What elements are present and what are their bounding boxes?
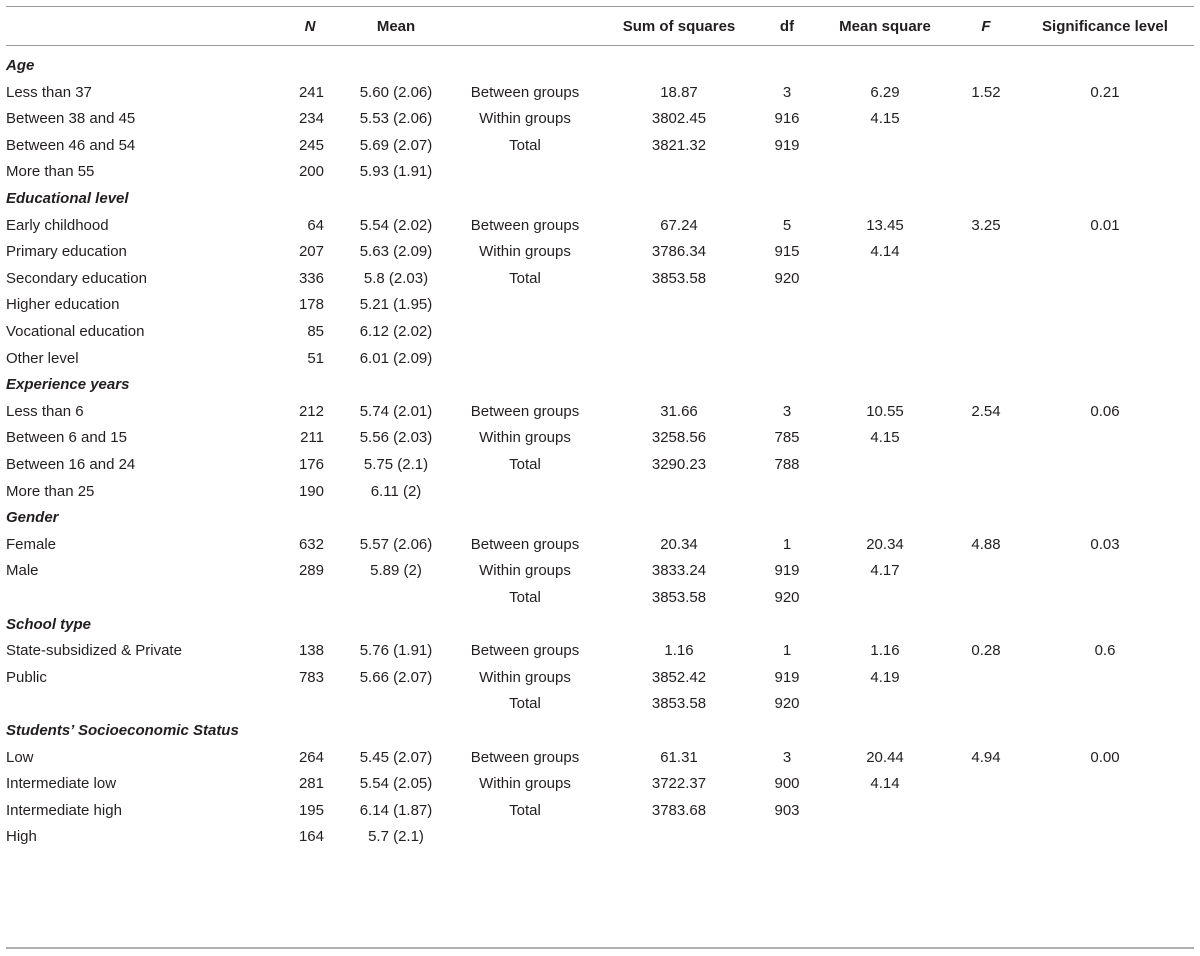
significance-cell: 0.00 [1090,748,1120,766]
group-title: Educational level [6,190,129,207]
row-label: Secondary education [6,269,147,287]
row-label: Intermediate low [6,775,117,793]
n-cell: 164 [298,828,324,846]
mean-cell: 5.89 (2) [370,562,422,580]
mean-cell: 5.45 (2.07) [359,748,433,766]
mean-square-cell: 4.17 [870,562,900,580]
n-cell: 207 [298,243,324,261]
group-header-row [0,53,1200,79]
row-label: Male [6,562,39,580]
sum-of-squares-cell: 61.31 [660,748,698,766]
df-cell: 3 [782,402,792,420]
source-cell: Within groups [479,429,571,447]
n-cell: 212 [298,402,324,420]
row-label: Early childhood [6,216,109,234]
table-row [0,691,1200,717]
table-row [0,824,1200,850]
sum-of-squares-cell: 18.87 [660,83,698,101]
mean-square-cell: 4.14 [870,243,900,261]
n-cell: 289 [298,562,324,580]
significance-cell: 0.01 [1090,216,1120,234]
group-header-row [0,612,1200,638]
f-cell: 4.94 [971,748,1001,766]
mean-cell: 6.14 (1.87) [359,801,433,819]
mean-cell: 5.69 (2.07) [359,136,433,154]
mean-square-cell: 4.14 [870,775,900,793]
n-cell: 195 [298,801,324,819]
mean-cell: 5.63 (2.09) [359,243,433,261]
row-label: Primary education [6,243,127,261]
df-cell: 915 [774,243,800,261]
df-cell: 3 [782,83,792,101]
df-cell: 919 [774,562,800,580]
df-cell: 900 [774,775,800,793]
source-cell: Within groups [479,562,571,580]
n-cell: 85 [307,323,324,340]
n-cell: 200 [298,163,324,181]
mean-cell: 6.11 (2) [370,482,422,500]
row-label: Intermediate high [6,801,122,819]
row-label: More than 25 [6,482,95,500]
mean-cell: 5.76 (1.91) [359,642,433,660]
mean-cell: 5.54 (2.05) [359,775,433,793]
df-cell: 3 [782,748,792,766]
table-bottom-rule [6,947,1194,949]
mean-square-cell: 4.15 [870,429,900,447]
mean-square-cell: 4.15 [870,110,900,128]
df-cell: 1 [782,642,792,660]
source-cell: Between groups [470,748,580,766]
group-header-row [0,372,1200,398]
sum-of-squares-cell: 3722.37 [651,775,707,793]
table-row [0,239,1200,265]
row-label: High [6,828,37,846]
table-row [0,665,1200,691]
n-cell: 178 [298,296,324,314]
mean-cell: 5.93 (1.91) [359,163,433,181]
table-row [0,80,1200,106]
mean-cell: 5.75 (2.1) [363,456,429,473]
mean-cell: 5.8 (2.03) [363,269,429,287]
source-cell: Total [509,589,541,606]
n-cell: 241 [298,83,324,101]
sum-of-squares-cell: 3853.58 [651,269,707,287]
df-cell: 903 [774,801,800,819]
sum-of-squares-cell: 1.16 [664,642,694,660]
mean-square-cell: 13.45 [866,216,904,234]
n-cell: 176 [298,456,324,473]
row-label: Female [6,535,57,553]
table-top-rule [6,6,1194,7]
header-mean: Mean [376,18,416,35]
sum-of-squares-cell: 3290.23 [651,456,707,473]
table-row [0,346,1200,372]
sum-of-squares-cell: 3821.32 [651,136,707,154]
n-cell: 138 [298,642,324,660]
f-cell: 0.28 [971,642,1001,660]
mean-square-cell: 4.19 [870,668,900,686]
mean-square-cell: 10.55 [866,402,904,420]
table-row [0,745,1200,771]
sum-of-squares-cell: 3853.58 [651,695,707,713]
sum-of-squares-cell: 3802.45 [651,110,707,128]
mean-cell: 5.53 (2.06) [359,110,433,128]
header-df: df [779,18,795,35]
table-row [0,425,1200,451]
row-label: State-subsidized & Private [6,642,182,660]
df-cell: 5 [782,216,792,234]
row-label: Between 6 and 15 [6,429,127,447]
source-cell: Between groups [470,83,580,101]
group-title: School type [6,615,92,633]
table-row [0,213,1200,239]
group-title: Experience years [6,376,130,394]
sum-of-squares-cell: 3258.56 [651,429,707,447]
row-label: Between 16 and 24 [6,456,136,473]
mean-cell: 6.12 (2.02) [359,323,433,340]
row-label: Vocational education [6,323,145,340]
sum-of-squares-cell: 3852.42 [651,668,707,686]
n-cell: 264 [298,748,324,766]
sum-of-squares-cell: 3833.24 [651,562,707,580]
row-label: Less than 37 [6,83,92,101]
sum-of-squares-cell: 3786.34 [651,243,707,261]
n-cell: 245 [298,136,324,154]
header-significance-level: Significance level [1042,18,1168,35]
mean-cell: 5.56 (2.03) [359,429,433,447]
df-cell: 919 [774,668,800,686]
n-cell: 51 [307,349,324,367]
header-rule [6,45,1194,46]
n-cell: 64 [307,216,324,234]
source-cell: Between groups [470,642,580,660]
source-cell: Total [509,269,541,287]
significance-cell: 0.06 [1090,402,1120,420]
source-cell: Between groups [470,216,580,234]
sum-of-squares-cell: 20.34 [660,535,698,553]
f-cell: 2.54 [971,402,1001,420]
mean-cell: 5.57 (2.06) [359,535,433,553]
table-row [0,133,1200,159]
group-title: Age [6,57,35,74]
source-cell: Total [509,136,541,154]
sum-of-squares-cell: 31.66 [660,402,698,420]
table-row [0,266,1200,292]
group-title: Gender [6,509,59,527]
df-cell: 920 [774,589,800,606]
n-cell: 632 [298,535,324,553]
f-cell: 4.88 [971,535,1001,553]
source-cell: Total [509,695,541,713]
df-cell: 920 [774,695,800,713]
table-row [0,771,1200,797]
mean-square-cell: 1.16 [870,642,900,660]
table-row [0,292,1200,318]
mean-cell: 5.21 (1.95) [359,296,433,314]
df-cell: 1 [782,535,792,553]
mean-cell: 5.7 (2.1) [368,828,424,846]
n-cell: 211 [300,429,324,447]
n-cell: 281 [298,775,324,793]
table-row [0,798,1200,824]
row-label: Other level [6,349,79,367]
row-label: Between 38 and 45 [6,110,136,128]
source-cell: Within groups [479,243,571,261]
mean-cell: 5.74 (2.01) [359,402,433,420]
row-label: Public [6,668,47,686]
table-row [0,159,1200,185]
source-cell: Between groups [470,535,580,553]
source-cell: Total [509,801,541,819]
significance-cell: 0.03 [1090,535,1120,553]
table-row [0,399,1200,425]
header-n: N [304,18,316,35]
df-cell: 788 [774,456,800,473]
group-title: Students’ Socioeconomic Status [6,722,239,739]
f-cell: 1.52 [971,83,1001,101]
group-header-row [0,186,1200,212]
n-cell: 336 [298,269,324,287]
table-row [0,532,1200,558]
header-mean-square: Mean square [839,18,931,35]
table-row [0,638,1200,664]
mean-cell: 5.60 (2.06) [359,83,433,101]
mean-cell: 5.54 (2.02) [359,216,433,234]
row-label: Low [6,748,34,766]
header-f: F [981,18,991,35]
df-cell: 916 [774,110,800,128]
table-row [0,479,1200,505]
table-row [0,452,1200,478]
row-label: Higher education [6,296,120,314]
source-cell: Between groups [470,402,580,420]
sum-of-squares-cell: 3853.58 [651,589,707,606]
source-cell: Total [509,456,541,473]
df-cell: 785 [774,429,800,447]
n-cell: 190 [298,482,324,500]
mean-cell: 6.01 (2.09) [359,349,433,367]
sum-of-squares-cell: 67.24 [660,216,698,234]
row-label: Less than 6 [6,402,84,420]
n-cell: 234 [298,110,324,128]
table-row [0,319,1200,345]
row-label: More than 55 [6,163,95,181]
mean-square-cell: 20.44 [866,748,904,766]
df-cell: 920 [774,269,800,287]
header-sum-of-squares: Sum of squares [622,18,736,35]
df-cell: 919 [774,136,800,154]
source-cell: Within groups [479,775,571,793]
mean-cell: 5.66 (2.07) [359,668,433,686]
f-cell: 3.25 [971,216,1001,234]
row-label: Between 46 and 54 [6,136,136,154]
group-header-row [0,718,1200,744]
source-cell: Within groups [479,110,571,128]
mean-square-cell: 20.34 [866,535,904,553]
table-row [0,558,1200,584]
table-row [0,585,1200,611]
mean-square-cell: 6.29 [870,83,900,101]
source-cell: Within groups [479,668,571,686]
sum-of-squares-cell: 3783.68 [651,801,707,819]
significance-cell: 0.21 [1090,83,1120,101]
table-row [0,106,1200,132]
n-cell: 783 [298,668,324,686]
group-header-row [0,505,1200,531]
significance-cell: 0.6 [1094,642,1116,660]
